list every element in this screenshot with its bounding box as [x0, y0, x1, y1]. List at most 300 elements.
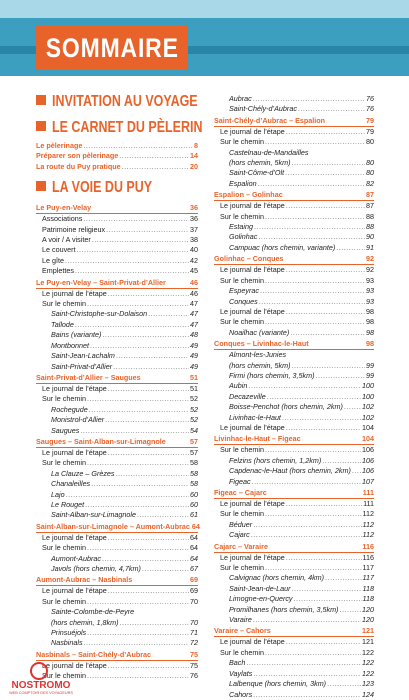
toc-entry[interactable] [36, 362, 198, 372]
toc-entry-page: 79 [366, 115, 374, 125]
toc-entry-label: Espalion – Golinhac [214, 190, 283, 200]
toc-leader-dots [142, 564, 189, 574]
toc-leader-dots [113, 362, 189, 372]
toc-entry-label: Varaire [229, 615, 252, 625]
toc-entry[interactable] [36, 618, 198, 628]
toc-leader-dots [344, 402, 361, 412]
toc-leader-dots [267, 392, 361, 402]
toc-entry[interactable] [214, 361, 374, 371]
toc-entry-label: Sur le chemin [42, 458, 86, 468]
toc-entry-label: Sur le chemin [42, 543, 86, 553]
toc-entry-page: 106 [362, 455, 374, 465]
toc-leader-dots [108, 384, 189, 394]
toc-entry[interactable] [36, 235, 198, 245]
toc-leader-dots [108, 448, 189, 458]
toc-entry[interactable] [214, 317, 374, 327]
toc-stage-entry[interactable] [36, 372, 198, 384]
toc-entry-label: Saugues – Saint-Alban-sur-Limagnole [36, 436, 166, 446]
toc-entry-label: Le journal de l’étape [220, 306, 285, 316]
toc-entry[interactable] [36, 225, 198, 235]
toc-entry-label: Patrimoine religieux [42, 224, 106, 234]
toc-entry-page: 121 [362, 626, 374, 636]
toc-entry[interactable] [214, 148, 374, 158]
toc-entry-label: Sur le chemin [220, 317, 264, 327]
toc-entry[interactable] [36, 351, 198, 361]
toc-entry-label: Sur le chemin [42, 596, 86, 606]
toc-entry-page: 36 [190, 203, 198, 213]
toc-entry-label: Associations [42, 214, 83, 224]
toc-stage-entry[interactable] [36, 436, 198, 448]
toc-entry[interactable] [36, 426, 198, 436]
toc-entry-label: Conques [229, 296, 258, 306]
toc-entry-page: 100 [362, 381, 374, 391]
toc-stage-entry[interactable] [214, 115, 374, 127]
toc-leader-dots [105, 415, 189, 425]
toc-leader-dots [253, 669, 361, 679]
toc-leader-dots [85, 500, 189, 510]
toc-entry[interactable] [214, 307, 374, 317]
toc-entry[interactable] [36, 448, 198, 458]
toc-entry-page: 99 [366, 370, 374, 380]
toc-entry[interactable] [214, 445, 374, 455]
toc-leader-dots [251, 530, 362, 540]
toc-entry[interactable] [36, 415, 198, 425]
toc-entry-label: Sur le chemin [42, 394, 86, 404]
toc-leader-dots [148, 309, 189, 319]
toc-leader-dots [253, 94, 365, 104]
toc-stage-entry[interactable] [214, 487, 374, 499]
toc-entry-label: Le journal de l’étape [42, 660, 107, 670]
toc-entry-page: 58 [190, 458, 198, 468]
toc-leader-dots [75, 320, 189, 330]
toc-entry-page: 76 [366, 94, 374, 103]
toc-entry[interactable] [36, 266, 198, 276]
toc-entry-page: 45 [190, 266, 198, 276]
toc-entry-page: 118 [362, 594, 374, 604]
toc-stage-entry[interactable] [214, 338, 374, 350]
toc-entry-label: Decazeville [229, 391, 266, 401]
toc-entry-label: Saugues [51, 425, 80, 435]
toc-entry[interactable] [214, 127, 374, 137]
section-voie[interactable]: LA VOIE DU PUY [36, 178, 198, 198]
toc-entry[interactable] [214, 286, 374, 296]
toc-entry-label: Sur le chemin [220, 211, 264, 221]
toc-entry[interactable] [214, 658, 374, 668]
toc-entry[interactable] [36, 628, 198, 638]
toc-entry[interactable] [214, 615, 374, 625]
toc-entry-label: Saint-Privat-d’Allier [51, 361, 113, 371]
toc-entry[interactable] [214, 328, 374, 338]
toc-entry[interactable] [214, 530, 374, 540]
toc-entry-label: Saint-Jean-Lachalm [51, 351, 115, 361]
toc-entry-page: 122 [362, 647, 374, 657]
toc-leader-dots [285, 168, 365, 178]
toc-entry-label: Saint-Alban-sur-Limagnole – Aumont-Aubrac [36, 521, 190, 531]
toc-leader-dots [298, 104, 365, 114]
bullet-square-icon [36, 121, 46, 131]
toc-entry-label: Le journal de l’étape [42, 532, 107, 542]
toc-leader-dots [80, 426, 189, 436]
toc-leader-dots [286, 553, 362, 563]
toc-entry[interactable] [214, 297, 374, 307]
toc-leader-dots [87, 299, 189, 309]
toc-entry-label: A voir / A visiter [42, 235, 91, 245]
toc-leader-dots [108, 661, 189, 671]
toc-entry[interactable] [214, 466, 374, 476]
toc-right-column [214, 94, 374, 700]
toc-entry[interactable] [36, 586, 198, 596]
toc-entry-label: Sur le chemin [220, 563, 264, 573]
toc-entry-label: Le couvert [42, 245, 76, 255]
toc-entry[interactable] [214, 573, 374, 583]
toc-entry-label: Cajarc – Varaire [214, 541, 268, 551]
toc-entry-label: (hors chemin, 5km) [229, 158, 291, 168]
toc-stage-entry[interactable] [214, 189, 374, 201]
toc-entry-label: Le pèlerinage [36, 141, 83, 150]
toc-entry-label: Golinhac [229, 232, 258, 242]
toc-entry-page: 8 [194, 141, 198, 150]
toc-leader-dots [87, 394, 189, 404]
toc-entry[interactable] [36, 384, 198, 394]
toc-entry-page: 14 [190, 151, 198, 161]
toc-entry-page: 123 [362, 679, 374, 689]
toc-entry-label: Aumont-Aubrac [51, 553, 101, 563]
toc-entry-label: Livinhac-le-Haut [229, 412, 281, 422]
toc-entry-label: Figeac [229, 476, 251, 486]
toc-entry-page: 121 [362, 637, 374, 647]
toc-entry[interactable] [36, 405, 198, 415]
toc-entry[interactable] [36, 309, 198, 319]
toc-leader-dots [322, 456, 361, 466]
toc-entry[interactable] [214, 158, 374, 168]
toc-entry-page: 93 [366, 286, 374, 296]
toc-entry-page: 70 [190, 617, 198, 627]
toc-entry[interactable] [214, 381, 374, 391]
toc-entry-label: Promilhanes (hors chemin, 3,5km) [229, 604, 339, 614]
toc-entry-label: Le journal de l’étape [42, 383, 107, 393]
toc-entry[interactable] [36, 469, 198, 479]
toc-entry[interactable] [214, 669, 374, 679]
toc-entry[interactable] [214, 584, 374, 594]
toc-entry-page: 48 [190, 330, 198, 340]
toc-leader-dots [265, 445, 361, 455]
toc-entry-page: 47 [190, 319, 198, 329]
toc-entry-label: Espeyrac [229, 286, 259, 296]
toc-leader-dots [286, 127, 365, 137]
toc-entry-page: 57 [190, 447, 198, 457]
toc-entry[interactable] [36, 490, 198, 500]
toc-entry[interactable] [214, 553, 374, 563]
toc-entry[interactable] [36, 256, 198, 266]
toc-leader-dots [292, 361, 365, 371]
toc-entry[interactable] [214, 477, 374, 487]
toc-entry-page: 80 [366, 158, 374, 168]
toc-entry-page: 91 [366, 242, 374, 252]
toc-entry-page: 69 [190, 586, 198, 596]
toc-entry-label: Le Rouget [51, 499, 85, 509]
toc-leader-dots [265, 137, 365, 147]
toc-entry-label: Saint-Chély-d’Aubrac [229, 104, 297, 114]
toc-entry[interactable] [214, 104, 374, 114]
toc-entry[interactable] [36, 564, 198, 574]
toc-entry-label: Tallode [51, 319, 74, 329]
toc-leader-dots [120, 618, 189, 628]
toc-entry-label: Campuac (hors chemin, variante) [229, 242, 336, 252]
toc-leader-dots [327, 679, 361, 689]
toc-entry[interactable] [214, 594, 374, 604]
carnet-entry[interactable] [36, 151, 198, 161]
toc-entry[interactable] [214, 265, 374, 275]
toc-entry[interactable] [36, 245, 198, 255]
toc-entry-label: Varaire – Cahors [214, 626, 271, 636]
toc-leader-dots [87, 597, 189, 607]
toc-entry[interactable] [214, 276, 374, 286]
toc-leader-dots [83, 214, 189, 224]
toc-entry-label: Limogne-en-Quercy [229, 594, 293, 604]
toc-entry-label: Sur le chemin [220, 509, 264, 519]
toc-leader-dots [92, 235, 189, 245]
toc-entry-label: Estaing [229, 222, 253, 232]
toc-entry[interactable] [36, 330, 198, 340]
toc-entry-page: 87 [366, 190, 374, 200]
toc-entry[interactable] [36, 299, 198, 309]
toc-leader-dots [87, 671, 189, 681]
toc-entry-page: 102 [362, 402, 374, 412]
toc-leader-dots [286, 265, 365, 275]
toc-entry-label: Montbonnet [51, 340, 89, 350]
toc-entry-label: Le Puy-en-Velay – Saint-Privat-d’Allier [36, 277, 166, 287]
toc-entry-page: 88 [366, 211, 374, 221]
toc-entry-label: Espalion [229, 178, 257, 188]
toc-entry[interactable] [214, 201, 374, 211]
toc-stage-entry[interactable] [214, 541, 374, 553]
toc-entry-label: Sainte-Colombe-de-Peyre [51, 607, 135, 617]
toc-entry[interactable] [214, 423, 374, 433]
section-invitation[interactable]: INVITATION AU VOYAGE [36, 92, 198, 112]
toc-entry-page: 120 [362, 615, 374, 625]
toc-entry-label: Cajarc [229, 530, 250, 540]
toc-stage-entry[interactable] [214, 253, 374, 265]
toc-entry-label: Monistrol-d’Allier [51, 415, 105, 425]
toc-entry-page: 49 [190, 361, 198, 371]
toc-entry-page: 116 [362, 541, 374, 551]
toc-stage-entry[interactable] [214, 433, 374, 445]
toc-entry[interactable] [214, 456, 374, 466]
toc-entry-page: 67 [190, 564, 198, 573]
toc-entry-page: 111 [362, 488, 374, 497]
toc-entry-label: Figeac – Cajarc [214, 488, 267, 497]
toc-entry-label: Aumont-Aubrac – Nasbinals [36, 575, 133, 585]
toc-entry[interactable] [36, 214, 198, 224]
toc-entry-page: 79 [366, 126, 374, 136]
toc-entry[interactable] [36, 533, 198, 543]
toc-entry-page: 112 [362, 530, 374, 540]
toc-entry-label: Béduer [229, 519, 253, 529]
toc-entry[interactable] [214, 371, 374, 381]
toc-left-list [36, 202, 198, 681]
toc-entry-label: Firmi (hors chemin, 3,5km) [229, 370, 315, 380]
toc-leader-dots [119, 151, 189, 161]
toc-entry[interactable] [36, 479, 198, 489]
toc-stage-entry[interactable] [36, 521, 198, 533]
toc-entry[interactable] [36, 543, 198, 553]
toc-entry-label: Conques – Livinhac-le-Haut [214, 339, 309, 349]
toc-leader-dots [84, 638, 189, 648]
toc-entry-label: Saint-Alban-sur-Limagnole [51, 510, 136, 520]
toc-leader-dots [254, 222, 365, 232]
toc-leader-dots [108, 586, 189, 596]
toc-leader-dots [102, 330, 189, 340]
toc-entry-label: Le journal de l’étape [220, 552, 285, 562]
toc-entry[interactable] [214, 499, 374, 509]
toc-entry-page: 58 [190, 479, 198, 489]
toc-entry[interactable] [214, 232, 374, 242]
toc-entry-label: La Clauze – Grèzes [51, 468, 115, 478]
top-stripe [0, 0, 409, 18]
toc-leader-dots [265, 276, 365, 286]
toc-leader-dots [265, 212, 365, 222]
toc-entry-label: Sur le chemin [220, 275, 264, 285]
toc-entry[interactable] [36, 638, 198, 648]
toc-entry-page: 99 [366, 360, 374, 370]
toc-entry[interactable] [214, 243, 374, 253]
toc-leader-dots [108, 289, 189, 299]
toc-leader-dots [106, 225, 189, 235]
toc-entry[interactable] [214, 563, 374, 573]
toc-leader-dots [290, 328, 365, 338]
toc-entry[interactable] [36, 394, 198, 404]
toc-entry[interactable] [36, 597, 198, 607]
toc-leader-dots [252, 477, 361, 487]
toc-leader-dots [315, 371, 365, 381]
toc-entry[interactable] [214, 509, 374, 519]
toc-entry[interactable] [214, 94, 374, 104]
toc-entry[interactable] [36, 289, 198, 299]
toc-leader-dots [116, 351, 189, 361]
toc-entry-label: (hors chemin, 5km) [229, 360, 291, 370]
toc-entry[interactable] [36, 341, 198, 351]
toc-entry-page: 61 [190, 510, 198, 520]
toc-stage-entry[interactable] [36, 574, 198, 586]
toc-entry-label: Aubin [229, 381, 248, 391]
toc-entry-page: 92 [366, 254, 374, 264]
toc-entry[interactable] [36, 500, 198, 510]
toc-entry[interactable] [214, 350, 374, 360]
toc-entry-page: 124 [362, 689, 374, 699]
toc-entry-page: 75 [190, 649, 198, 659]
toc-leader-dots [352, 466, 361, 476]
toc-entry-page: 69 [190, 575, 198, 585]
toc-leader-dots [122, 162, 189, 172]
toc-leader-dots [286, 499, 362, 509]
toc-entry-page: 38 [190, 235, 198, 245]
toc-entry-page: 40 [190, 245, 198, 255]
toc-entry-label: Le journal de l’étape [220, 201, 285, 211]
toc-leader-dots [258, 179, 365, 189]
toc-entry-page: 112 [362, 509, 374, 519]
toc-entry[interactable] [36, 320, 198, 330]
toc-entry[interactable] [214, 520, 374, 530]
toc-entry[interactable] [36, 607, 198, 617]
toc-entry-page: 64 [190, 532, 198, 542]
toc-entry[interactable] [214, 690, 374, 700]
toc-entry-label: Bains (variante) [51, 330, 102, 340]
toc-entry-label: Sur le chemin [220, 137, 264, 147]
toc-leader-dots [102, 554, 189, 564]
toc-entry-page: 112 [362, 519, 374, 529]
toc-entry-label: Sur le chemin [42, 299, 86, 309]
toc-stage-entry[interactable] [36, 277, 198, 289]
toc-entry-label: Bach [229, 658, 246, 668]
toc-leader-dots [90, 341, 189, 351]
toc-entry[interactable] [214, 212, 374, 222]
toc-entry-label: Lalbenque (hors chemin, 3km) [229, 679, 327, 689]
toc-stage-entry[interactable] [214, 625, 374, 637]
toc-entry-page: 122 [362, 668, 374, 678]
toc-entry-label: Sur le chemin [220, 647, 264, 657]
toc-entry[interactable] [36, 554, 198, 564]
toc-entry[interactable] [214, 392, 374, 402]
toc-entry-label: Le journal de l’étape [42, 288, 107, 298]
toc-entry-label: Capdenac-le-Haut (hors chemin, 2km) [229, 466, 351, 476]
carnet-entry[interactable] [36, 162, 198, 172]
toc-entry[interactable] [36, 510, 198, 520]
toc-leader-dots [292, 584, 362, 594]
toc-leader-dots [248, 381, 361, 391]
toc-leader-dots [265, 563, 362, 573]
toc-entry-label: Castelnau-de-Mandailles [229, 147, 309, 157]
toc-entry[interactable] [214, 679, 374, 689]
toc-entry[interactable] [214, 637, 374, 647]
toc-entry[interactable] [214, 648, 374, 658]
toc-entry[interactable] [214, 605, 374, 615]
toc-entry-page: 64 [191, 521, 200, 531]
toc-entry-label: Vaylats [229, 668, 253, 678]
carnet-entry[interactable] [36, 141, 198, 151]
section-carnet[interactable]: LE CARNET DU PÈLERIN [36, 118, 198, 138]
toc-stage-entry[interactable] [36, 202, 198, 214]
toc-entry-label: Saint-Christophe-sur-Dolaison [51, 309, 148, 319]
toc-entry[interactable] [214, 222, 374, 232]
logo-circle-icon [30, 662, 48, 680]
toc-entry-label: Le journal de l’étape [220, 126, 285, 136]
toc-entry-label: Rochegude [51, 404, 88, 414]
toc-leader-dots [258, 232, 365, 242]
toc-entry-label: Saint-Privat-d’Allier – Saugues [36, 372, 141, 382]
toc-entry[interactable] [214, 168, 374, 178]
toc-entry-label: Almont-les-Junies [229, 350, 287, 360]
toc-left-column [36, 92, 203, 682]
toc-entry-page: 106 [362, 466, 374, 476]
toc-entry[interactable] [214, 413, 374, 423]
toc-leader-dots [286, 307, 365, 317]
toc-entry[interactable] [36, 458, 198, 468]
toc-entry-label: Noailhac (variante) [229, 327, 290, 337]
bullet-square-icon [36, 95, 46, 105]
toc-leader-dots [65, 256, 189, 266]
toc-entry[interactable] [214, 179, 374, 189]
toc-leader-dots [265, 317, 365, 327]
toc-leader-dots [259, 297, 365, 307]
toc-leader-dots [253, 615, 361, 625]
toc-entry[interactable] [214, 137, 374, 147]
toc-entry-label: Sur le chemin [220, 445, 264, 455]
toc-entry-page: 49 [190, 340, 198, 350]
toc-entry-page: 51 [190, 372, 198, 382]
toc-entry-page: 49 [190, 351, 198, 361]
toc-entry[interactable] [214, 402, 374, 412]
toc-entry-page: 93 [366, 296, 374, 306]
